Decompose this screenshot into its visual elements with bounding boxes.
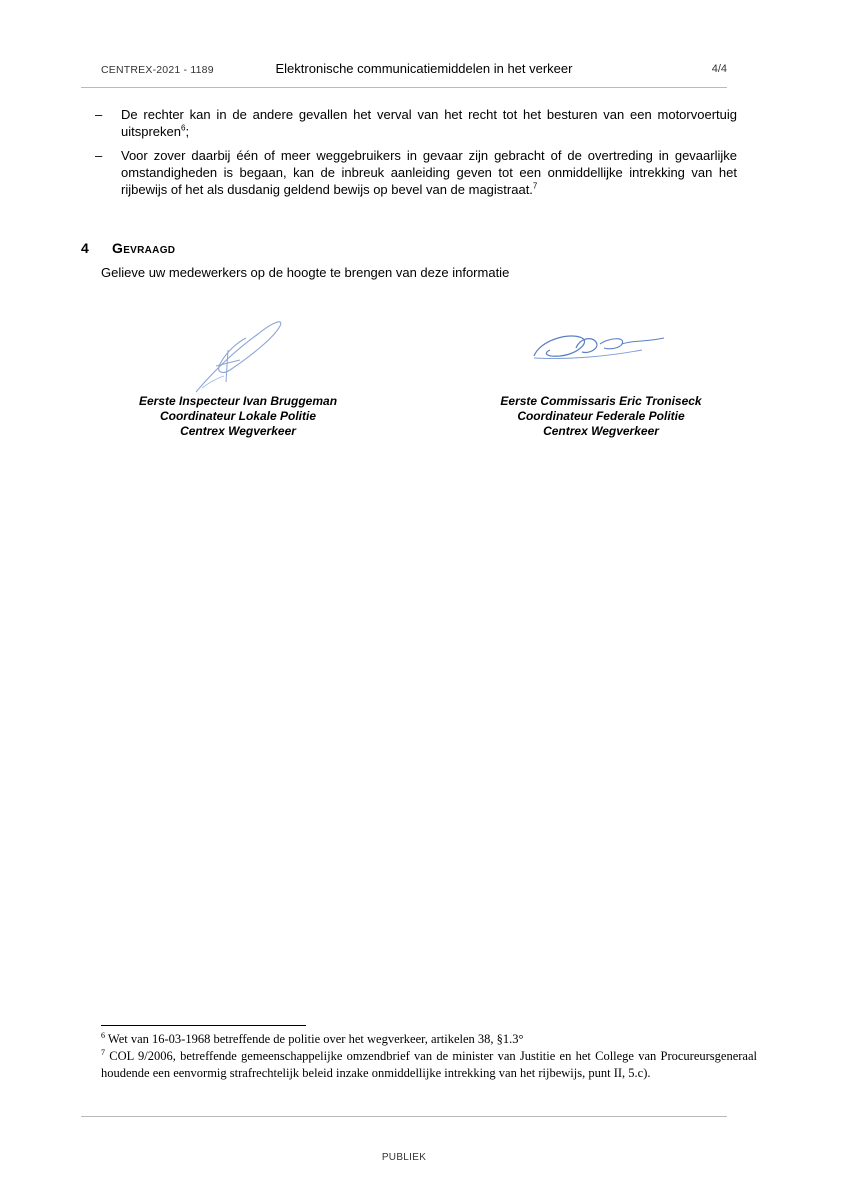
list-item — [95, 106, 737, 140]
classification-label: PUBLIEK — [381, 1152, 427, 1163]
list-item-text: Voor zover daarbij één of meer weggebruikers in gevaar zijn gebracht of de overtreding in gevaarlijke omstandigheden is begaan, kan de inbreuk aanleiding geven tot een onmiddellijke intrekking van het rijbewijs of het als dusdanig geldend bewijs op bevel van de magistraat.$^7$ — [121, 148, 737, 197]
header-divider — [81, 87, 727, 88]
page-number: 4/4 — [711, 63, 727, 75]
signatory-name: Eerste Inspecteur Ivan Bruggeman — [138, 394, 338, 408]
signature-image-right — [530, 326, 670, 366]
section-title: Gevraagd — [112, 240, 176, 256]
footnote-text: Wet van 16-03-1968 betreffende de politie over het wegverkeer, artikelen 38, §1.3° — [107, 1032, 524, 1046]
footnote-divider — [101, 1025, 306, 1026]
signatory-left — [98, 394, 378, 439]
list-item — [95, 147, 737, 198]
document-reference: CENTREX-2021 - 1189 — [101, 64, 214, 76]
footnote — [101, 1048, 757, 1082]
footnote-ref[interactable]: 6 — [180, 123, 186, 133]
signatory-unit: Centrex Wegverkeer — [180, 424, 296, 438]
footnote-ref[interactable]: 7 — [532, 181, 538, 191]
footnote-number: 7 — [101, 1047, 105, 1057]
section-body: Gelieve uw medewerkers op de hoogte te brengen van deze informatie — [101, 265, 510, 280]
section-number: 4 — [81, 240, 89, 256]
list-item-text: De rechter kan in de andere gevallen het verval van het recht tot het besturen van een motorvoertuig uitspreken$^6$; — [121, 107, 737, 139]
bullet-dash: – — [95, 148, 103, 163]
footnote-number: 6 — [101, 1030, 105, 1040]
signatory-role: Coordinateur Federale Politie — [517, 409, 685, 423]
signature-image-left — [188, 312, 288, 396]
footnote — [101, 1031, 757, 1048]
document-title: Elektronische communicatiemiddelen in het verkeer — [275, 61, 573, 76]
signatory-role: Coordinateur Lokale Politie — [159, 409, 317, 423]
signatory-unit: Centrex Wegverkeer — [543, 424, 659, 438]
signatory-name: Eerste Commissaris Eric Troniseck — [500, 394, 702, 408]
footer-divider — [81, 1116, 727, 1117]
bullet-dash: – — [95, 107, 103, 122]
signatory-right — [461, 394, 741, 439]
footnote-text: COL 9/2006, betreffende gemeenschappelijke omzendbrief van de minister van Justitie en het College van Procureursgeneraal houdende een eenvormig strafrechtelijk beleid inzake onmiddellijke intrekking van het rijbewijs, punt II, 5.c). — [101, 1049, 758, 1080]
